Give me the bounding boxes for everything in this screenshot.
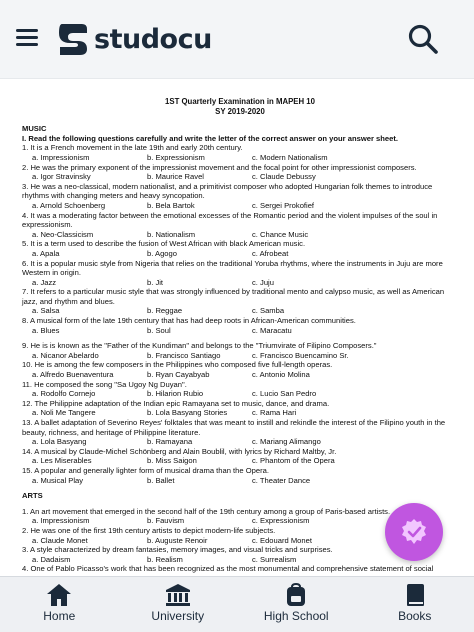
home-icon xyxy=(46,583,72,607)
option-a: a. Rodolfo Cornejo xyxy=(32,389,96,399)
question-text: 15. A popular and generally lighter form of musical drama than the Opera. xyxy=(22,465,269,475)
option-c: c. Samba xyxy=(252,306,285,316)
question-text: 1. It is a French movement in the late 19th and early 20th century. xyxy=(22,143,243,153)
option-a: a. Igor Stravinsky xyxy=(32,172,91,182)
question-text: 10. He is among the few composers in the Philippines who composed five full-length operas. xyxy=(22,360,333,370)
option-b: b. Bela Bartok xyxy=(147,200,195,210)
option-b: b. Maurice Ravel xyxy=(147,172,204,182)
option-c: c. Francisco Buencamino Sr. xyxy=(252,350,349,360)
option-a: a. Noli Me Tangere xyxy=(32,408,96,418)
question-text: 4. It was a moderating factor between the emotional excesses of the Romantic period and the violent impulses of the soul in expressionism. xyxy=(22,210,438,230)
option-a: a. Impressionism xyxy=(32,516,90,526)
nav-books-label: Books xyxy=(398,609,432,623)
nav-high-school-label: High School xyxy=(263,609,329,623)
option-c: c. Modern Nationalism xyxy=(252,152,328,162)
option-b: b. Francisco Santiago xyxy=(147,350,221,360)
search-icon[interactable] xyxy=(406,22,440,56)
option-c: c. Phantom of the Opera xyxy=(252,456,335,466)
option-c: c. Juju xyxy=(252,277,274,287)
question-text: 11. He composed the song "Sa Ugoy Ng Duyan". xyxy=(22,379,187,389)
option-a: a. Neo-Classicism xyxy=(32,229,94,239)
option-c: c. Mariang Alimango xyxy=(252,437,321,447)
option-c: c. Surrealism xyxy=(252,554,297,564)
answer-options xyxy=(22,201,458,211)
option-a: a. Les Miserables xyxy=(32,456,92,466)
nav-home[interactable] xyxy=(0,577,119,632)
answer-options xyxy=(22,476,458,486)
option-c: c. Rama Hari xyxy=(252,408,297,418)
option-c: c. Lucio San Pedro xyxy=(252,389,317,399)
answer-options xyxy=(22,326,458,336)
question-text: 1. An art movement that emerged in the second half of the 19th century among a group of Paris-based artists. xyxy=(22,506,391,516)
question-text: 9. He is is known as the "Father of the Kundiman" and belongs to the "Triumvirate of Filipino Composers." xyxy=(22,341,377,351)
question-text: 6. It is a popular music style from Nigeria that relies on the traditional Yoruba rhythms, where the instruments in Juju are more Western in origin. xyxy=(22,258,443,278)
option-c: c. Sergei Prokofief xyxy=(252,200,315,210)
answer-options xyxy=(22,278,458,288)
studocu-logo[interactable] xyxy=(56,20,212,58)
question-text: 5. It is a term used to describe the fusion of West African with black American music. xyxy=(22,239,306,249)
option-c: c. Claude Debussy xyxy=(252,172,316,182)
option-a: a. Dadaism xyxy=(32,554,71,564)
option-a: a. Alfredo Buenaventura xyxy=(32,370,114,380)
answer-options xyxy=(22,172,458,182)
question-text: 3. A style characterized by dream fantasies, memory images, and visual tricks and surprises. xyxy=(22,545,333,555)
nav-university[interactable] xyxy=(119,577,238,632)
question-text: 8. A musical form of the late 19th century that has had deep roots in African-American communities. xyxy=(22,316,356,326)
answer-options xyxy=(22,153,458,163)
option-b: b. Miss Saigon xyxy=(147,456,197,466)
question-text: 13. A ballet adaptation of Severino Reyes' folktales that was meant to instill and rekindle the interest of the Filipino youth in the beauty, richness, and heritage of Philippine literature. xyxy=(22,418,446,437)
answer-options xyxy=(22,230,458,240)
book-icon xyxy=(402,583,428,607)
school-bag-icon xyxy=(283,583,309,607)
instructions: I. Read the following questions carefully and write the letter of the correct answer on your answer sheet. xyxy=(22,133,398,143)
music-heading: MUSIC xyxy=(22,124,47,134)
option-a: a. Salsa xyxy=(32,306,60,316)
option-a: a. Nicanor Abelardo xyxy=(32,350,99,360)
music-questions xyxy=(22,143,458,485)
option-c: c. Chance Music xyxy=(252,229,309,239)
option-c: c. Expressionism xyxy=(252,516,310,526)
answer-options xyxy=(22,389,458,399)
option-b: b. Ramayana xyxy=(147,437,193,447)
arts-heading: ARTS xyxy=(22,491,43,501)
option-a: a. Blues xyxy=(32,325,60,335)
option-a: a. Jazz xyxy=(32,277,57,287)
question-text: 14. A musical by Claude-Michel Schönberg and Alain Boublil, with lyrics by Richard Maltby, Jr. xyxy=(22,446,337,456)
option-b: b. Fauvism xyxy=(147,516,185,526)
option-b: b. Hilarion Rubio xyxy=(147,389,204,399)
answer-options xyxy=(22,249,458,259)
option-c: c. Antonio Molina xyxy=(252,370,310,380)
question-text: 3. He was a neo-classical, modern nationalist, and a primitivist composer who adopted Hungarian folk themes to introduce rhythms with changing meters and heavy syncopation. xyxy=(22,181,433,201)
hamburger-menu-icon[interactable] xyxy=(14,25,42,51)
checkmark-badge-button[interactable] xyxy=(385,503,443,561)
answer-options xyxy=(22,555,458,565)
university-icon xyxy=(165,583,191,607)
document-page xyxy=(22,97,458,574)
option-a: a. Musical Play xyxy=(32,475,84,485)
option-a: a. Impressionism xyxy=(32,152,90,162)
answer-options xyxy=(22,306,458,316)
question-text: 2. He was one of the first 19th century artists to depict modern-life subjects. xyxy=(22,525,276,535)
option-b: b. Soul xyxy=(147,325,171,335)
nav-books[interactable] xyxy=(356,577,474,632)
option-b: b. Auguste Renoir xyxy=(147,535,208,545)
answer-options xyxy=(22,408,458,418)
option-c: c. Edouard Monet xyxy=(252,535,312,545)
option-c: c. Theater Dance xyxy=(252,475,311,485)
option-c: c. Maracatu xyxy=(252,325,292,335)
nav-home-label: Home xyxy=(43,609,76,623)
option-b: b. Jit xyxy=(147,277,164,287)
logo-text: studocu xyxy=(94,23,212,55)
checkmark-badge-icon xyxy=(400,518,428,546)
answer-options xyxy=(22,370,458,380)
option-a: a. Apala xyxy=(32,248,60,258)
option-b: b. Lola Basyang Stories xyxy=(147,408,228,418)
question-text: 7. It refers to a particular music style that was strongly influenced by traditional mento and calypso music, as well as American jazz, and rhythm and blues. xyxy=(22,287,445,306)
option-b: b. Ballet xyxy=(147,475,175,485)
option-b: b. Agogo xyxy=(147,248,177,258)
bottom-navigation xyxy=(0,576,474,632)
option-a: a. Arnold Schoenberg xyxy=(32,200,106,210)
question-text: 2. He was the primary exponent of the impressionist movement and the focal point for other impressionist composers. xyxy=(22,162,417,172)
question-text: 12. The Philippine adaptation of the Indian epic Ramayana set to music, dance, and drama. xyxy=(22,398,330,408)
question-text: 4. One of Pablo Picasso's work that has been recognized as the most monumental and comprehensive statement of social xyxy=(22,564,434,574)
option-b: b. Nationalism xyxy=(147,229,196,239)
school-year: SY 2019-2020 xyxy=(215,106,265,116)
option-a: a. Lola Basyang xyxy=(32,437,87,447)
document-viewer[interactable] xyxy=(0,78,474,576)
option-c: c. Afrobeat xyxy=(252,248,289,258)
nav-high-school[interactable] xyxy=(237,577,356,632)
answer-options xyxy=(22,351,458,361)
option-b: b. Expressionism xyxy=(147,152,205,162)
exam-title: 1ST Quarterly Examination in MAPEH 10 xyxy=(165,97,315,106)
option-b: b. Ryan Cayabyab xyxy=(147,370,210,380)
answer-options xyxy=(22,437,458,447)
option-a: a. Claude Monet xyxy=(32,535,88,545)
top-app-bar xyxy=(0,0,474,78)
nav-university-label: University xyxy=(151,609,205,623)
answer-options xyxy=(22,456,458,466)
studocu-logo-mark-icon xyxy=(56,20,90,58)
option-b: b. Reggae xyxy=(147,306,183,316)
option-b: b. Realism xyxy=(147,554,183,564)
